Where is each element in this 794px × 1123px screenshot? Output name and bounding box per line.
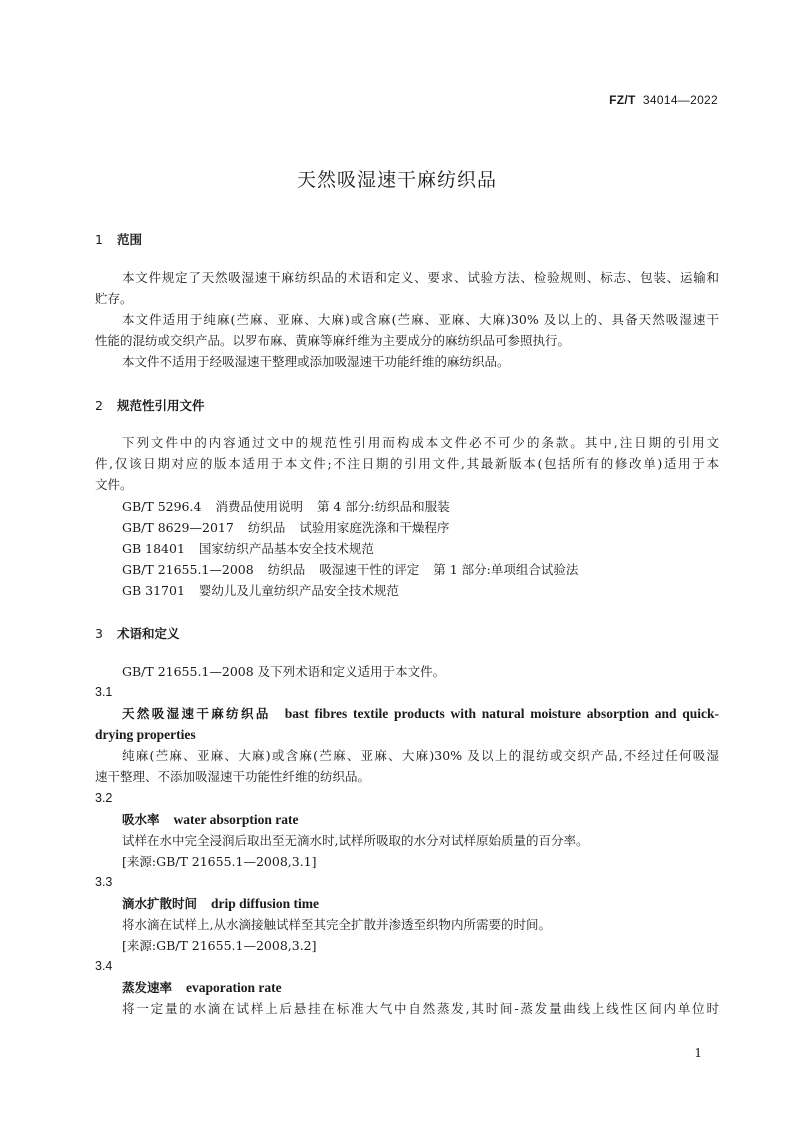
section-2-heading: 2 规范性引用文件 xyxy=(95,398,205,413)
term-definition: 试样在水中完全浸润后取出至无滴水时,试样所吸取的水分对试样原始质量的百分率。 xyxy=(122,833,589,848)
section-2-para-line-2: 件,仅该日期对应的版本适用于本文件;不注日期的引用文件,其最新版本(包括所有的修改单)适用于本 xyxy=(95,456,719,471)
reference-item: GB 31701 婴幼儿及儿童纺织产品安全技术规范 xyxy=(122,583,399,598)
section-1-para-1-line-2: 贮存。 xyxy=(95,291,133,306)
term-title: 天然吸湿速干麻纺织品 bast fibres textile products with natural moisture absorption and quick- xyxy=(122,706,719,721)
section-3-heading: 3 术语和定义 xyxy=(95,626,180,641)
term-definition-line-2: 速干整理、不添加吸湿速干功能性纤维的纺织品。 xyxy=(95,769,371,784)
section-2-para-line-1: 下列文件中的内容通过文中的规范性引用而构成本文件必不可少的条款。其中,注日期的引用文 xyxy=(122,435,719,450)
section-1-para-3: 本文件不适用于经吸湿速干整理或添加吸湿速干功能纤维的麻纺织品。 xyxy=(122,354,510,369)
section-1-heading: 1 范围 xyxy=(95,232,142,247)
section-3-intro: GB/T 21655.1—2008 及下列术语和定义适用于本文件。 xyxy=(122,664,446,679)
standard-code: FZ/T 34014—2022 xyxy=(609,93,718,107)
term-number: 3.2 xyxy=(95,791,113,805)
reference-item: GB/T 5296.4 消费品使用说明 第 4 部分:纺织品和服装 xyxy=(122,499,450,514)
document-title: 天然吸湿速干麻纺织品 xyxy=(296,169,497,191)
term-definition-line-1: 纯麻(苎麻、亚麻、大麻)或含麻(苎麻、亚麻、大麻)30% 及以上的混纺或交织产品,不经过任何吸湿 xyxy=(122,748,719,763)
term-title: 吸水率 water absorption rate xyxy=(122,812,299,827)
page-number: 1 xyxy=(694,1046,702,1060)
term-definition: 将一定量的水滴在试样上后悬挂在标准大气中自然蒸发,其时间-蒸发量曲线上线性区间内单位时 xyxy=(122,1001,719,1016)
term-number: 3.1 xyxy=(95,685,113,699)
term-title: 滴水扩散时间 drip diffusion time xyxy=(122,896,320,911)
term-title-continued: drying properties xyxy=(95,727,196,742)
section-2-para-line-3: 文件。 xyxy=(95,477,133,492)
term-title: 蒸发速率 evaporation rate xyxy=(122,980,282,995)
section-1-para-2-line-2: 性能的混纺或交织产品。以罗布麻、黄麻等麻纤维为主要成分的麻纺织品可参照执行。 xyxy=(95,333,571,348)
term-number: 3.3 xyxy=(95,875,113,889)
reference-item: GB/T 8629—2017 纺织品 试验用家庭洗涤和干燥程序 xyxy=(122,520,450,535)
term-definition: 将水滴在试样上,从水滴接触试样至其完全扩散并渗透至织物内所需要的时间。 xyxy=(122,917,551,932)
reference-item: GB 18401 国家纺织产品基本安全技术规范 xyxy=(122,541,374,556)
section-1-para-2-line-1: 本文件适用于纯麻(苎麻、亚麻、大麻)或含麻(苎麻、亚麻、大麻)30% 及以上的、具备天然吸湿速干 xyxy=(122,312,719,327)
term-source: [来源:GB/T 21655.1—2008,3.2] xyxy=(122,938,317,953)
reference-item: GB/T 21655.1—2008 纺织品 吸湿速干性的评定 第 1 部分:单项组合试验法 xyxy=(122,562,579,577)
section-1-para-1-line-1: 本文件规定了天然吸湿速干麻纺织品的术语和定义、要求、试验方法、检验规则、标志、包装、运输和 xyxy=(122,270,719,285)
term-source: [来源:GB/T 21655.1—2008,3.1] xyxy=(122,854,317,869)
term-number: 3.4 xyxy=(95,959,113,973)
